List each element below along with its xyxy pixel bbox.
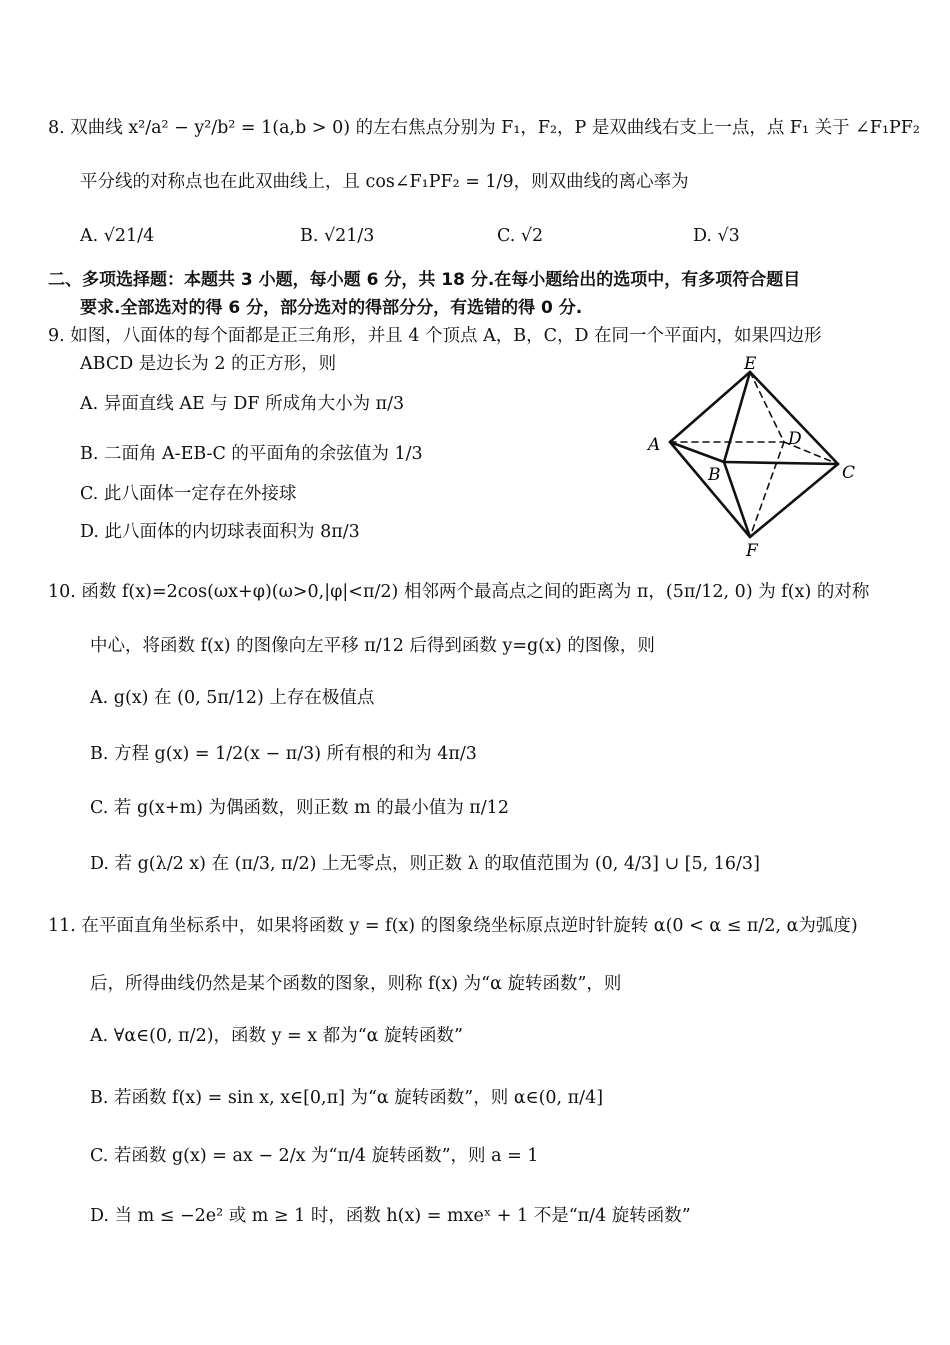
q9-option-b: B. 二面角 A-EB-C 的平面角的余弦值为 1/3 bbox=[80, 444, 423, 464]
section-header-line2: 要求.全部选对的得 6 分，部分选对的得部分分，有选错的得 0 分. bbox=[80, 298, 583, 318]
q10-option-a: A. g(x) 在 (0, 5π/12) 上存在极值点 bbox=[90, 688, 375, 708]
q11-option-a: A. ∀α∈(0, π/2)，函数 y = x 都为“α 旋转函数” bbox=[90, 1026, 463, 1046]
q8-option-d: D. √3 bbox=[693, 226, 740, 246]
q8-option-c: C. √2 bbox=[497, 226, 544, 246]
edge-ed bbox=[750, 372, 784, 442]
q9-stem-line1: 9. 如图，八面体的每个面都是正三角形，并且 4 个顶点 A，B，C，D 在同一个平面内，如果四边形 bbox=[48, 326, 822, 346]
edge-ae bbox=[670, 372, 750, 442]
q8-stem-line2: 平分线的对称点也在此双曲线上，且 cos∠F₁PF₂ = 1/9，则双曲线的离心率为 bbox=[80, 172, 689, 192]
octahedron-figure bbox=[636, 352, 876, 562]
q10-stem-line2: 中心，将函数 f(x) 的图像向左平移 π/12 后得到函数 y=g(x) 的图像，则 bbox=[90, 636, 655, 656]
q10-option-c: C. 若 g(x+m) 为偶函数，则正数 m 的最小值为 π/12 bbox=[90, 798, 509, 818]
edge-eb bbox=[724, 372, 750, 462]
edge-bf bbox=[724, 462, 750, 537]
q11-stem-line2: 后，所得曲线仍然是某个函数的图象，则称 f(x) 为“α 旋转函数”，则 bbox=[90, 974, 622, 994]
vertex-label-d: D bbox=[788, 429, 802, 449]
q9-option-d: D. 此八面体的内切球表面积为 8π/3 bbox=[80, 522, 360, 542]
q9-option-c: C. 此八面体一定存在外接球 bbox=[80, 484, 297, 504]
vertex-label-e: E bbox=[744, 354, 757, 374]
q8-option-a: A. √21/4 bbox=[80, 226, 155, 246]
edge-bc bbox=[724, 462, 838, 464]
q9-stem-line2: ABCD 是边长为 2 的正方形，则 bbox=[80, 354, 337, 374]
q11-option-d: D. 当 m ≤ −2e² 或 m ≥ 1 时，函数 h(x) = mxeˣ + 1 不是“π/4 旋转函数” bbox=[90, 1206, 691, 1226]
section-header-line1: 二、多项选择题：本题共 3 小题，每小题 6 分，共 18 分.在每小题给出的选项中，有多项符合题目 bbox=[48, 270, 801, 290]
q11-option-c: C. 若函数 g(x) = ax − 2/x 为“π/4 旋转函数”，则 a = 1 bbox=[90, 1146, 539, 1166]
q11-stem-line1: 11. 在平面直角坐标系中，如果将函数 y = f(x) 的图象绕坐标原点逆时针旋转 α(0 < α ≤ π/2, α为弧度) bbox=[48, 916, 858, 936]
q10-option-d: D. 若 g(λ/2 x) 在 (π/3, π/2) 上无零点，则正数 λ 的取值范围为 (0, 4/3] ∪ [5, 16/3] bbox=[90, 854, 760, 874]
vertex-label-a: A bbox=[648, 435, 661, 455]
q11-option-b: B. 若函数 f(x) = sin x, x∈[0,π] 为“α 旋转函数”，则 α∈(0, π/4] bbox=[90, 1088, 604, 1108]
q9-option-a: A. 异面直线 AE 与 DF 所成角大小为 π/3 bbox=[80, 394, 405, 414]
q10-stem-line1: 10. 函数 f(x)=2cos(ωx+φ)(ω>0,|φ|<π/2) 相邻两个最高点之间的距离为 π，(5π/12, 0) 为 f(x) 的对称 bbox=[48, 582, 870, 602]
q10-option-b: B. 方程 g(x) = 1/2(x − π/3) 所有根的和为 4π/3 bbox=[90, 744, 477, 764]
q8-option-b: B. √21/3 bbox=[300, 226, 375, 246]
vertex-label-c: C bbox=[842, 463, 856, 483]
vertex-label-f: F bbox=[746, 541, 758, 561]
vertex-label-b: B bbox=[708, 465, 721, 485]
edge-ec bbox=[750, 372, 838, 464]
q8-stem-line1: 8. 双曲线 x²/a² − y²/b² = 1(a,b > 0) 的左右焦点分别为 F₁，F₂，P 是双曲线右支上一点，点 F₁ 关于 ∠F₁PF₂ bbox=[48, 118, 920, 138]
edge-cf bbox=[750, 464, 838, 537]
